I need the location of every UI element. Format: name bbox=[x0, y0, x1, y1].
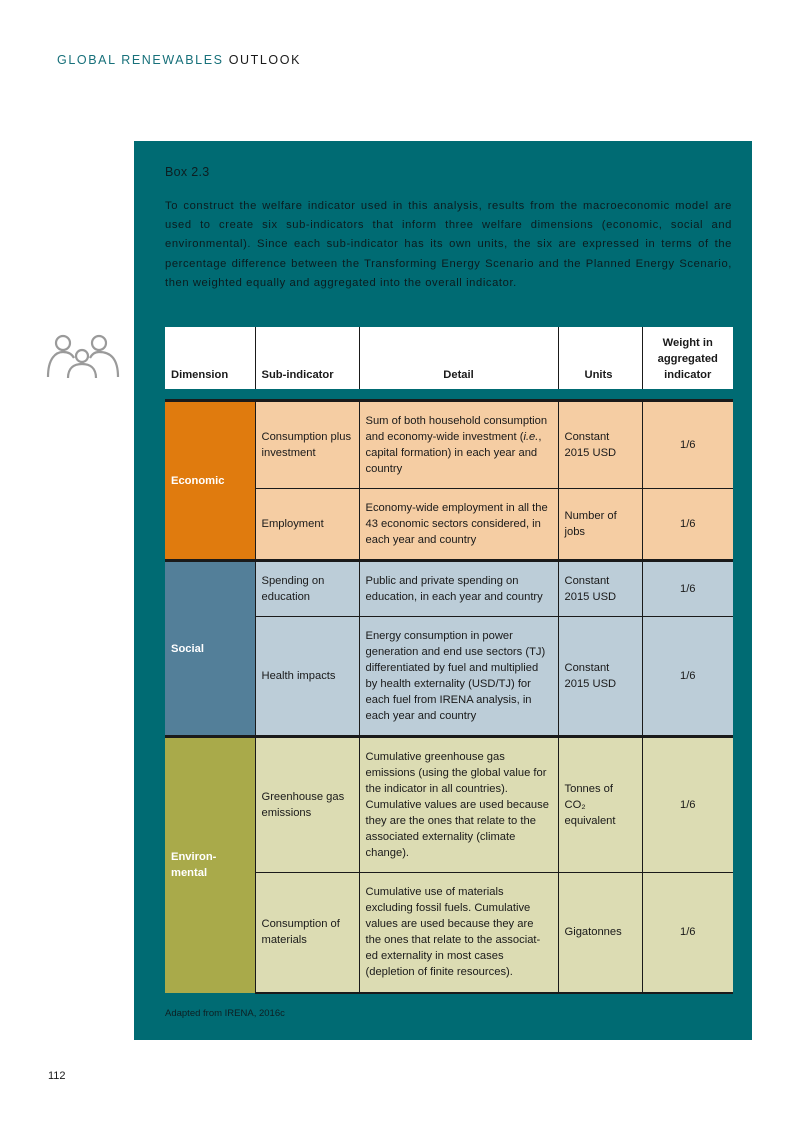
weight-cell: 1/6 bbox=[642, 617, 733, 737]
sub-indicator-cell: Spending on education bbox=[255, 561, 359, 617]
header-title-part2: OUTLOOK bbox=[228, 53, 302, 67]
sub-indicator-cell: Employment bbox=[255, 489, 359, 561]
source-note: Adapted from IRENA, 2016c bbox=[165, 1008, 285, 1019]
box-title: Box 2.3 bbox=[165, 165, 210, 179]
dimension-social: Social bbox=[165, 561, 255, 737]
weight-cell: 1/6 bbox=[642, 489, 733, 561]
weight-cell: 1/6 bbox=[642, 401, 733, 489]
header-gap bbox=[165, 389, 733, 401]
header-title-part1: GLOBAL RENEWABLES bbox=[57, 53, 224, 67]
weight-cell: 1/6 bbox=[642, 561, 733, 617]
sub-indicator-cell: Consumption plus investment bbox=[255, 401, 359, 489]
sub-indicator-cell: Greenhouse gas emissions bbox=[255, 737, 359, 873]
header-sub-indicator: Sub-indicator bbox=[255, 327, 359, 389]
table-row bbox=[165, 737, 733, 873]
weight-cell: 1/6 bbox=[642, 737, 733, 873]
detail-cell: Cumulative greenhouse gas emissions (using the global value for the indicator in all countries). Cumulative values are used because they are the ones that relate to the associated externality (climate change). bbox=[359, 737, 558, 873]
people-group-icon bbox=[46, 334, 120, 380]
dimension-economic: Economic bbox=[165, 401, 255, 561]
box-intro-text: To construct the welfare indicator used in this analysis, results from the macroeconomic model are used to create six sub-indicators that inform three welfare dimensions (economic, social and environmental). Since each sub-indicator has its own units, the six are expressed in terms of the percentage difference between the Transforming Energy Scenario and the Planned Energy Scenario, then weighted equally and aggregated into the overall indicator. bbox=[165, 200, 732, 289]
running-header bbox=[57, 53, 301, 67]
weight-cell: 1/6 bbox=[642, 873, 733, 993]
detail-cell: Economy-wide employment in all the 43 economic sectors considered, in each year and country bbox=[359, 489, 558, 561]
table-row bbox=[165, 561, 733, 617]
sub-indicator-cell: Health impacts bbox=[255, 617, 359, 737]
header-detail: Detail bbox=[359, 327, 558, 389]
header-dimension: Dimension bbox=[165, 327, 255, 389]
header-units: Units bbox=[558, 327, 642, 389]
detail-cell: Energy consumption in power generation and end use sectors (TJ) differentiated by fuel and multiplied by health externality (USD/TJ) for each fuel from IRENA analysis, in each year and country bbox=[359, 617, 558, 737]
dimension-environmental: Environ-mental bbox=[165, 737, 255, 993]
units-cell: Tonnes of CO₂ equivalent bbox=[558, 737, 642, 873]
units-cell: Constant 2015 USD bbox=[558, 561, 642, 617]
header-weight: Weight in aggregated indicator bbox=[642, 327, 733, 389]
units-cell: Number of jobs bbox=[558, 489, 642, 561]
table-header-row bbox=[165, 327, 733, 389]
detail-cell: Public and private spending on education, in each year and country bbox=[359, 561, 558, 617]
page-number: 112 bbox=[48, 1070, 66, 1082]
units-cell: Constant 2015 USD bbox=[558, 617, 642, 737]
sub-indicator-cell: Consumption of materials bbox=[255, 873, 359, 993]
detail-cell: Cumulative use of materials excluding fossil fuels. Cumulative values are used because they are the ones that relate to the associat-ed externality in most cases (depletion of finite resources). bbox=[359, 873, 558, 993]
table-row bbox=[165, 401, 733, 489]
units-cell: Gigatonnes bbox=[558, 873, 642, 993]
box-panel bbox=[134, 141, 752, 1040]
detail-cell: Sum of both household consumption and economy-wide investment (i.e., capital formation) in each year and country bbox=[359, 401, 558, 489]
units-cell: Constant 2015 USD bbox=[558, 401, 642, 489]
welfare-indicator-table bbox=[165, 327, 733, 994]
